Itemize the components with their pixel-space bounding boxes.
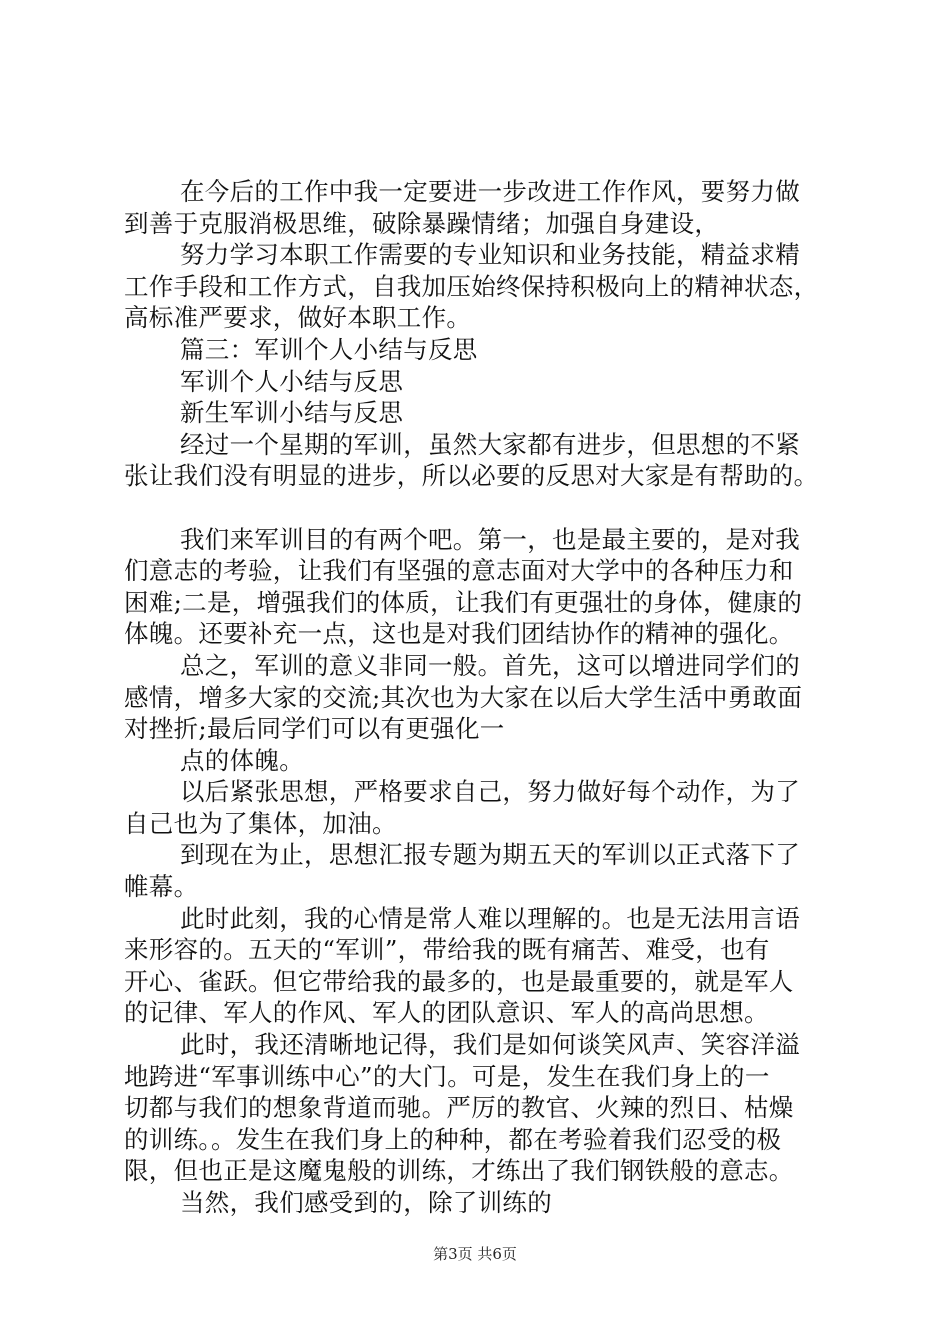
text-line: 困难;二是，增强我们的体质，让我们有更强壮的身体，健康的: [124, 587, 803, 617]
text-line: 们意志的考验，让我们有坚强的意志面对大学中的各种压力和: [124, 556, 794, 586]
text-line: 篇三：军训个人小结与反思: [180, 334, 478, 364]
text-line: 军训个人小结与反思: [180, 366, 404, 396]
text-line: 我们来军训目的有两个吧。第一，也是最主要的，是对我: [180, 524, 800, 554]
text-line: 自己也为了集体，加油。: [124, 808, 397, 838]
text-line: 帷幕。: [124, 872, 199, 902]
text-line: 的训练。。发生在我们身上的种种，都在考验着我们忍受的极: [124, 1124, 782, 1154]
text-line: 以后紧张思想，严格要求自己，努力做好每个动作，为了: [180, 777, 800, 807]
text-line: 努力学习本职工作需要的专业知识和业务技能，精益求精: [180, 240, 800, 270]
text-line: 经过一个星期的军训，虽然大家都有进步，但思想的不紧: [180, 429, 800, 459]
text-line: 此时，我还清晰地记得，我们是如何谈笑风声、笑容洋溢: [180, 1030, 800, 1060]
text-line: 感情，增多大家的交流;其次也为大家在以后大学生活中勇敢面: [124, 682, 803, 712]
blank-line: [124, 492, 844, 524]
text-line: 点的体魄。: [180, 745, 304, 775]
text-line: 对挫折;最后同学们可以有更强化一: [124, 714, 505, 744]
text-line: 限，但也正是这魔鬼般的训练，才练出了我们钢铁般的意志。: [124, 1156, 794, 1186]
document-body: [124, 176, 844, 1219]
text-line: 切都与我们的想象背道而驰。严厉的教官、火辣的烈日、枯燥: [124, 1093, 794, 1123]
text-line: 张让我们没有明显的进步，所以必要的反思对大家是有帮助的。: [124, 461, 819, 491]
text-line: 来形容的。五天的“军训”，带给我的既有痛苦、难受，也有: [124, 935, 770, 965]
text-line: 高标准严要求，做好本职工作。: [124, 303, 472, 333]
text-line: 的记律、军人的作风、军人的团队意识、军人的高尚思想。: [124, 998, 769, 1028]
text-line: 此时此刻，我的心情是常人难以理解的。也是无法用言语: [180, 903, 800, 933]
text-line: 工作手段和工作方式，自我加压始终保持积极向上的精神状态，: [124, 271, 819, 301]
text-line: 新生军训小结与反思: [180, 398, 404, 428]
text-line: 到现在为止，思想汇报专题为期五天的军训以正式落下了: [180, 840, 800, 870]
text-line: 体魄。还要补充一点，这也是对我们团结协作的精神的强化。: [124, 619, 794, 649]
text-line: 在今后的工作中我一定要进一步改进工作作风，要努力做: [180, 177, 800, 206]
text-line: 总之，军训的意义非同一般。首先，这可以增进同学们的: [180, 650, 800, 680]
text-line: 当然，我们感受到的，除了训练的: [180, 1188, 552, 1217]
page-footer: 第3页 共6页: [433, 1245, 517, 1263]
text-line: 地跨进“军事训练中心”的大门。可是，发生在我们身上的一: [124, 1061, 770, 1091]
text-line: 到善于克服消极思维，破除暴躁情绪；加强自身建设，: [124, 208, 720, 238]
text-line: 开心、雀跃。但它带给我的最多的，也是最重要的，就是军人: [124, 966, 794, 996]
